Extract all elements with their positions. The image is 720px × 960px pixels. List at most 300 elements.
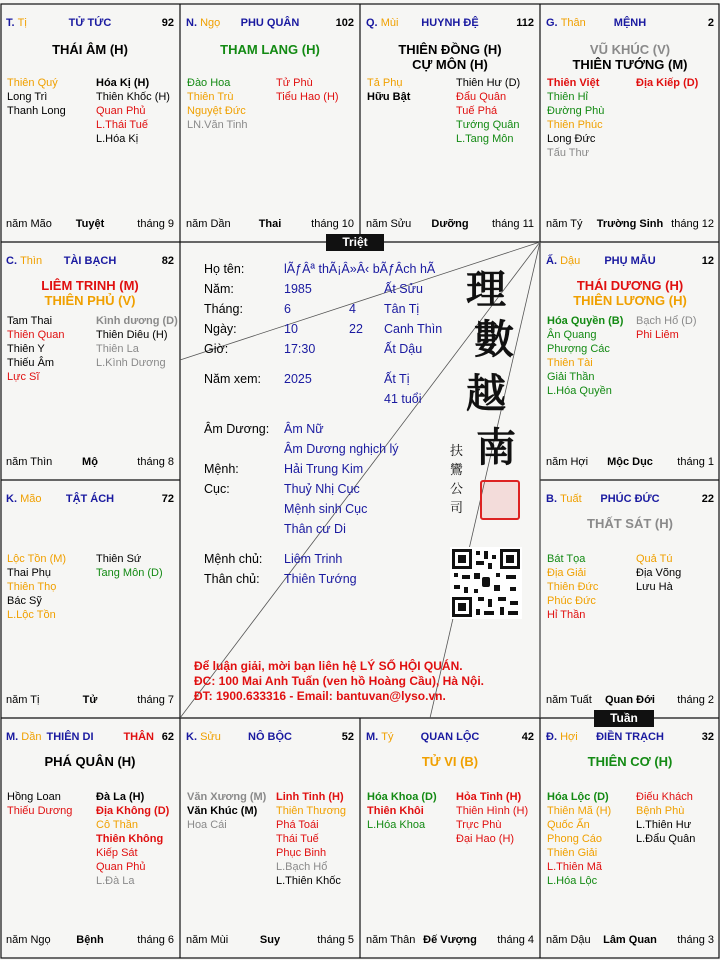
info-label: Mệnh chủ: (204, 552, 263, 566)
minor-star: Kiếp Sát (96, 847, 138, 859)
qr-code (450, 547, 522, 619)
minor-star: Đà La (H) (96, 791, 145, 803)
palace-number: 2 (707, 17, 714, 29)
minor-star: Thiên Phúc (547, 119, 603, 131)
calligraphy-char-3: 越 (466, 370, 506, 417)
branch-stem: N. (186, 17, 197, 29)
main-star: THIÊN LƯƠNG (H) (573, 293, 687, 308)
minor-star: Đại Hao (H) (456, 833, 515, 845)
minor-star: L.Bạch Hổ (276, 861, 328, 873)
seal-char-4: 司 (450, 501, 464, 516)
info-row (204, 522, 504, 538)
branch-stem: M. (6, 731, 19, 743)
palace-month: tháng 4 (497, 934, 534, 946)
triet-tag: Triệt (326, 234, 384, 251)
palace-number: 12 (701, 255, 714, 267)
minor-stars-left (367, 76, 410, 104)
minor-stars-right (276, 790, 346, 888)
minor-star: L.Thiên Khốc (276, 875, 341, 887)
minor-star: Thiên Không (96, 833, 164, 845)
branch-zodiac: Tý (381, 731, 394, 743)
branch-stem: Ấ. (546, 255, 557, 267)
minor-star: Long Đức (547, 133, 596, 145)
contact-line-2: ĐC: 100 Mai Anh Tuấn (ven hồ Hoàng Cầu), Hà Nội. (194, 674, 485, 688)
palace-year: năm Tị (6, 694, 40, 706)
palace-year: năm Sửu (366, 218, 412, 230)
minor-star: L.Kình Dương (96, 357, 166, 369)
minor-star: Thiếu Dương (7, 805, 73, 817)
branch-zodiac: Tuất (560, 493, 582, 505)
palace-name: THIÊN DI (46, 731, 94, 743)
palace-cell-ti (0, 4, 180, 242)
minor-star: Kình dương (D) (96, 315, 178, 327)
minor-star: Hoa Cái (187, 819, 227, 831)
main-star: THÁI DƯƠNG (H) (576, 278, 684, 293)
info-value-canchi: Ất Tị (384, 372, 410, 386)
minor-stars-left (187, 790, 266, 832)
life-stage: Dưỡng (431, 218, 469, 230)
minor-star: Thiên Khốc (H) (96, 91, 170, 103)
minor-star: Thiếu Âm (7, 357, 55, 369)
palace-cell-suu (180, 718, 360, 958)
minor-stars-left (7, 552, 66, 622)
palace-footer (546, 456, 714, 470)
branch-stem: B. (546, 493, 557, 505)
palace-header (546, 17, 714, 31)
info-value: Mệnh sinh Cục (284, 502, 368, 516)
minor-star: Văn Khúc (M) (187, 805, 258, 817)
palace-cell-mao (0, 480, 180, 718)
minor-star: Nguyệt Đức (187, 105, 246, 117)
info-row (204, 342, 504, 358)
minor-star: L.Hóa Kị (96, 133, 139, 145)
branch-zodiac: Sửu (200, 731, 221, 743)
palace-year: năm Dậu (546, 934, 591, 946)
minor-stars-right (276, 76, 339, 104)
palace-month: tháng 9 (137, 218, 174, 230)
minor-stars-left (367, 790, 437, 832)
minor-star: Trực Phù (456, 819, 502, 831)
palace-name: NÔ BỘC (248, 731, 292, 743)
than-marker: THÂN (123, 731, 154, 743)
main-star: THIÊN TƯỚNG (M) (572, 57, 688, 72)
minor-star: Thiên Hình (H) (456, 805, 529, 817)
palace-number: 62 (161, 731, 174, 743)
palace-header (366, 17, 534, 31)
minor-star: Thái Tuế (276, 833, 319, 845)
minor-star: Thiên Diêu (H) (96, 329, 168, 341)
info-value-canchi: Tân Tị (384, 302, 420, 316)
minor-star: Bệnh Phù (636, 805, 685, 817)
main-star: THAM LANG (H) (220, 42, 320, 57)
life-stage: Quan Đới (605, 694, 655, 706)
info-value-canchi: 41 tuổi (384, 392, 422, 406)
minor-stars-right (96, 790, 169, 888)
info-label: Giờ: (204, 342, 229, 356)
life-stage: Tử (82, 694, 98, 706)
info-value-canchi: Ất Sửu (384, 282, 423, 296)
main-star: CỰ MÔN (H) (412, 57, 488, 72)
palace-name: TỬ TỨC (68, 17, 112, 29)
minor-star: L.Hóa Khoa (367, 819, 426, 831)
minor-stars-right (636, 552, 681, 594)
branch-zodiac: Thìn (20, 255, 43, 267)
palace-year: năm Hợi (546, 456, 589, 468)
main-star: LIÊM TRINH (M) (41, 278, 139, 293)
info-value: Thuỷ Nhị Cục (284, 482, 360, 496)
palace-number: 42 (521, 731, 534, 743)
palace-cell-thin (0, 242, 180, 480)
center-info-panel (180, 242, 540, 718)
info-row (204, 372, 504, 388)
branch-zodiac: Mùi (380, 17, 399, 29)
branch-stem: K. (6, 493, 17, 505)
minor-star: Điếu Khách (636, 791, 693, 803)
info-label: Cục: (204, 482, 230, 496)
info-label: Năm xem: (204, 372, 261, 386)
palace-cell-ngo (180, 4, 360, 242)
info-value-lunar: 22 (349, 322, 363, 336)
main-star: THIÊN PHỦ (V) (44, 293, 136, 308)
minor-star: Phá Toái (276, 819, 319, 831)
minor-star: Thiên Đức (547, 581, 599, 593)
palace-name: PHÚC ĐỨC (600, 493, 660, 505)
palace-name: HUYNH ĐỆ (421, 17, 479, 29)
life-stage: Lâm Quan (603, 934, 657, 946)
palace-footer (546, 218, 714, 232)
minor-star: L.Hóa Quyền (547, 385, 612, 397)
minor-star: Tam Thai (7, 315, 53, 327)
minor-star: L.Hóa Lộc (547, 875, 598, 887)
info-row (204, 282, 504, 298)
info-value: Âm Dương nghịch lý (284, 442, 399, 456)
life-stage: Thai (258, 218, 282, 230)
minor-star: Hóa Quyền (B) (547, 315, 624, 327)
minor-star: LN.Văn Tinh (187, 119, 248, 131)
minor-star: Hồng Loan (7, 791, 61, 803)
info-value-canchi: Canh Thìn (384, 322, 443, 336)
palace-year: năm Thân (366, 934, 416, 946)
palace-header (186, 731, 354, 745)
calligraphy-char-4: 南 (476, 424, 516, 471)
minor-stars-left (7, 76, 66, 118)
palace-month: tháng 10 (311, 218, 354, 230)
minor-star: Lộc Tồn (M) (7, 553, 67, 565)
palace-footer (6, 694, 174, 708)
branch-stem: G. (546, 17, 558, 29)
minor-star: Tấu Thư (547, 147, 590, 159)
info-row (204, 392, 504, 408)
minor-stars-right (456, 76, 520, 146)
info-value: 1985 (284, 282, 312, 296)
minor-star: Ân Quang (547, 329, 597, 341)
minor-star: Thiên Thọ (7, 581, 57, 593)
palace-footer (546, 934, 714, 948)
minor-star: Linh Tinh (H) (276, 791, 344, 803)
minor-stars-left (547, 790, 611, 888)
palace-month: tháng 8 (137, 456, 174, 468)
minor-star: Phượng Các (547, 343, 610, 355)
minor-star: Bác Sỹ (7, 595, 42, 607)
palace-year: năm Mão (6, 218, 52, 230)
branch-stem: M. (366, 731, 379, 743)
palace-footer (366, 218, 534, 232)
info-label: Năm: (204, 282, 234, 296)
minor-star: Bát Tọa (547, 553, 586, 565)
info-label: Tháng: (204, 302, 243, 316)
minor-star: Thiên La (96, 343, 139, 355)
branch-stem: C. (6, 255, 17, 267)
palace-number: 52 (341, 731, 354, 743)
palace-footer (6, 456, 174, 470)
minor-star: L.Thiên Hư (636, 819, 692, 831)
minor-star: Phi Liêm (636, 329, 679, 341)
minor-star: Thiên Y (7, 343, 45, 355)
palace-year: năm Dần (186, 218, 231, 230)
palace-number: 112 (516, 17, 534, 29)
info-value-canchi: Ất Dậu (384, 342, 423, 356)
palace-name: PHỤ MẪU (604, 255, 656, 267)
minor-stars-right (636, 314, 697, 342)
palace-name: PHU QUÂN (240, 17, 300, 29)
palace-footer (546, 694, 714, 708)
branch-stem: T. (6, 17, 15, 29)
minor-star: Tiểu Hao (H) (276, 91, 339, 103)
minor-star: Thai Phụ (7, 567, 52, 579)
palace-header (366, 731, 534, 745)
palace-number: 22 (701, 493, 714, 505)
palace-name: MỆNH (613, 17, 647, 29)
life-stage: Mộc Dục (607, 456, 653, 468)
info-value: Liêm Trinh (284, 552, 343, 566)
minor-star: L.Tang Môn (456, 133, 514, 145)
minor-star: Hóa Kị (H) (96, 77, 150, 89)
palace-month: tháng 6 (137, 934, 174, 946)
info-row (204, 322, 504, 338)
branch-stem: Q. (366, 17, 378, 29)
seal-char-2: 鸞 (450, 463, 464, 478)
info-value: 10 (284, 322, 298, 336)
info-value: 6 (284, 302, 291, 316)
info-label: Họ tên: (204, 262, 245, 276)
palace-header (6, 731, 174, 745)
minor-stars-right (96, 76, 170, 146)
info-row (204, 302, 504, 318)
palace-month: tháng 7 (137, 694, 174, 706)
minor-star: Văn Xương (M) (187, 791, 267, 803)
palace-year: năm Thìn (6, 456, 53, 468)
minor-star: Phúc Đức (547, 595, 596, 607)
minor-star: Bạch Hổ (D) (636, 315, 697, 327)
palace-header (6, 255, 174, 269)
branch-zodiac: Mão (20, 493, 42, 505)
minor-star: Quốc Ấn (547, 819, 590, 831)
info-value-lunar: 4 (349, 302, 356, 316)
palace-footer (6, 218, 174, 232)
minor-star: L.Thiên Mã (547, 861, 603, 873)
minor-star: Lực Sĩ (7, 371, 40, 383)
minor-star: Hóa Khoa (D) (367, 791, 437, 803)
life-stage: Trường Sinh (596, 218, 664, 230)
life-stage: Bệnh (76, 934, 104, 946)
main-star: PHÁ QUÂN (H) (44, 754, 136, 769)
branch-zodiac: Hợi (560, 731, 578, 743)
small-seal-text (450, 442, 464, 518)
info-value: lÃƒÂª thÃ¡Â»Â‹ bÃƒÂch hÃ (284, 262, 436, 276)
palace-month: tháng 11 (491, 218, 534, 230)
minor-star: Đường Phù (547, 105, 605, 117)
palace-cell-than_top (540, 4, 720, 242)
minor-star: Đẩu Quân (456, 91, 507, 103)
minor-star: L.Lộc Tồn (7, 609, 56, 621)
minor-star: Hỉ Thần (547, 609, 586, 621)
palace-number: 72 (161, 493, 174, 505)
branch-zodiac: Ngọ (200, 17, 221, 29)
info-value: Âm Nữ (284, 422, 324, 436)
palace-header (546, 255, 714, 269)
tuan-tag: Tuần (594, 710, 654, 727)
seal-char-3: 公 (450, 482, 464, 497)
minor-stars-right (636, 790, 695, 846)
minor-star: Phong Cáo (547, 833, 603, 845)
branch-zodiac: Thân (560, 17, 586, 29)
palace-header (186, 17, 354, 31)
minor-star: Tang Môn (D) (96, 567, 163, 579)
calligraphy-char-1: 理 (466, 266, 506, 313)
minor-stars-left (547, 76, 604, 160)
palace-number: 82 (161, 255, 174, 267)
palace-footer (6, 934, 174, 948)
info-label: Ngày: (204, 322, 237, 336)
info-value: Thân cư Di (284, 522, 346, 536)
minor-star: Thiên Hư (D) (456, 77, 521, 89)
palace-name: ĐIỀN TRẠCH (596, 731, 664, 743)
info-label: Âm Dương: (204, 422, 270, 436)
palace-year: năm Tuất (546, 694, 592, 706)
minor-star: Hữu Bật (367, 91, 411, 103)
contact-info (194, 659, 484, 704)
minor-star: Hỏa Tinh (H) (456, 791, 522, 803)
palace-number: 102 (335, 17, 354, 29)
palace-footer (186, 218, 354, 232)
palace-month: tháng 12 (671, 218, 714, 230)
minor-star: Thiên Thương (276, 805, 347, 817)
minor-star: Địa Giải (547, 567, 587, 579)
minor-star: Hóa Lộc (D) (547, 791, 609, 803)
minor-star: Long Trì (7, 91, 48, 103)
minor-star: Cô Thần (96, 819, 138, 831)
palace-number: 32 (701, 731, 714, 743)
palace-month: tháng 3 (677, 934, 714, 946)
palace-cell-tuat (540, 480, 720, 718)
minor-star: Thiên Trù (187, 91, 234, 103)
info-row (204, 262, 504, 278)
palace-cell-mui (360, 4, 540, 242)
life-stage: Tuyệt (75, 218, 105, 230)
minor-stars-left (547, 552, 598, 622)
palace-year: năm Mùi (186, 934, 229, 946)
palace-year: năm Tý (546, 218, 583, 230)
minor-star: Thiên Hỉ (547, 91, 588, 103)
palace-header (546, 493, 714, 507)
minor-star: Quan Phủ (96, 105, 146, 117)
minor-star: L.Thái Tuế (96, 119, 148, 131)
contact-line-3: ĐT: 1900.633316 - Email: bantuvan@lyso.vn. (194, 689, 446, 703)
palace-header (546, 731, 714, 745)
branch-zodiac: Dậu (560, 255, 581, 267)
minor-star: L.Đẩu Quân (636, 833, 696, 845)
seal-char-1: 扶 (450, 444, 464, 459)
info-label: Thân chủ: (204, 572, 260, 586)
minor-star: Thiên Mã (H) (547, 805, 612, 817)
minor-stars-left (7, 314, 64, 384)
main-star: THIÊN ĐỒNG (H) (398, 42, 502, 57)
palace-name: TẬT ÁCH (65, 493, 115, 505)
branch-zodiac: Dần (21, 731, 42, 743)
info-value: 17:30 (284, 342, 316, 356)
info-row (204, 422, 504, 438)
palace-name: TÀI BẠCH (63, 255, 117, 267)
life-stage: Đế Vượng (423, 934, 477, 946)
minor-star: Tả Phụ (367, 77, 403, 89)
main-star: THẤT SÁT (H) (587, 516, 673, 531)
branch-stem: K. (186, 731, 197, 743)
main-star: TỬ VI (B) (421, 754, 479, 769)
info-value: Thiên Tướng (284, 572, 357, 586)
palace-footer (186, 934, 354, 948)
palace-name: QUAN LỘC (420, 731, 480, 743)
minor-star: Thiên Tài (547, 357, 593, 369)
minor-stars-right (96, 314, 178, 370)
minor-star: Địa Không (D) (96, 805, 170, 817)
palace-cell-hoi (540, 718, 720, 958)
minor-star: Phục Binh (276, 847, 327, 859)
minor-star: Đào Hoa (187, 77, 231, 89)
minor-star: Thiên Giải (547, 847, 598, 859)
branch-stem: Đ. (546, 731, 557, 743)
minor-star: Tướng Quân (456, 119, 520, 131)
minor-star: Thiên Việt (547, 77, 600, 89)
life-stage: Suy (259, 934, 281, 946)
minor-star: Tuế Phá (456, 105, 498, 117)
palace-year: năm Ngọ (6, 934, 51, 946)
palace-cell-dan (0, 718, 180, 958)
palace-month: tháng 1 (677, 456, 714, 468)
minor-stars-left (7, 790, 72, 818)
palace-footer (366, 934, 534, 948)
minor-stars-left (547, 314, 623, 398)
info-value: 2025 (284, 372, 312, 386)
minor-star: Thiên Quan (7, 329, 65, 341)
red-seal-stamp (480, 480, 520, 520)
branch-zodiac: Tị (17, 17, 27, 29)
minor-star: Thiên Sứ (96, 553, 142, 565)
minor-star: Giải Thần (547, 371, 595, 383)
minor-star: Địa Võng (636, 567, 682, 579)
minor-star: Thiên Khôi (367, 805, 424, 817)
info-value: Hải Trung Kim (284, 462, 364, 476)
contact-line-1: Để luận giải, mời bạn liên hệ LÝ SỐ HỘI QUÁN. (194, 659, 463, 673)
minor-star: Thanh Long (7, 105, 66, 117)
palace-cell-ty (360, 718, 540, 958)
minor-stars-right (96, 552, 163, 580)
main-star: THIÊN CƠ (H) (587, 754, 673, 769)
minor-stars-right (456, 790, 528, 846)
main-star: THÁI ÂM (H) (52, 42, 128, 57)
minor-star: Tử Phù (276, 77, 313, 89)
minor-star: L.Đà La (96, 875, 135, 887)
life-stage: Mộ (82, 456, 98, 468)
